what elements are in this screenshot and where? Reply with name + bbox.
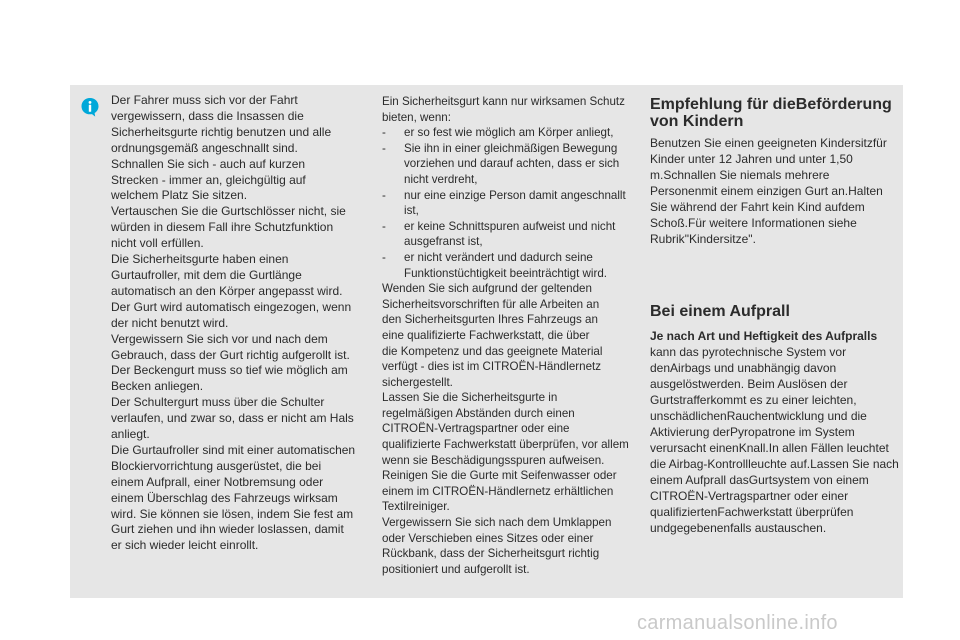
text-line: Lassen Sie nach einem Aufprall das: [650, 457, 899, 487]
list-item: [382, 250, 632, 281]
text-line: den Sicherheitsgurten Ihres Fahrzeugs an: [382, 313, 598, 327]
collision-lead-in: Je nach Art und Heftigkeit des Aufpralls: [650, 329, 878, 343]
text-line: Rückbank, dass der Sicherheitsgurt richtig: [382, 547, 600, 561]
text-line: Der Fahrer muss sich vor der Fahrt: [111, 93, 298, 107]
text-line: mit einem einzigen Gurt an.: [701, 184, 849, 198]
text-line: oder Verschieben eines Sitzes oder einer: [382, 531, 594, 545]
text-line: Textilreiniger.: [382, 500, 450, 514]
text-line: Der Schultergurt muss über die Schulter: [111, 395, 325, 410]
text-line: Funktionstüchtigkeit beeinträchtigt wird.: [404, 266, 607, 280]
text-line: wenn sie Beschädigungsspuren aufweisen.: [382, 453, 605, 467]
child-transport-text: [650, 135, 900, 247]
text-line: Vergewissern Sie sich vor und nach dem: [111, 331, 328, 346]
text-line: die Kompetenz und das geeignete Material: [382, 344, 603, 358]
text-line: Kontrollleuchte auf.: [707, 457, 811, 471]
text-line: Wenden Sie sich aufgrund der geltenden: [382, 282, 592, 296]
text-line: nicht verdreht,: [404, 172, 478, 186]
text-line: er so fest wie möglich am Körper anliegt,: [404, 126, 614, 140]
list-dash: -: [382, 126, 386, 140]
text-line: vergewissern, dass die Insassen die: [111, 108, 304, 123]
text-line: Schnallen Sie sich - auch auf kurzen: [111, 156, 306, 171]
text-line: Die Gurtaufroller sind mit einer automatischen: [111, 442, 356, 457]
text-line: regelmäßigen Abständen durch einen: [382, 406, 575, 420]
text-line: wird. Sie können sie lösen, indem Sie fest am: [111, 506, 354, 521]
text-line: anliegt.: [111, 427, 150, 442]
text-line: einem Überschlag des Fahrzeugs wirksam: [111, 490, 338, 505]
belt-maintenance-text: [382, 281, 632, 577]
text-line: Gurtsystem von einem CITROËN-: [650, 473, 869, 503]
text-line: verfügt - dies ist im CITROËN-Händlernetz: [382, 360, 602, 374]
text-line: welchem Platz Sie sitzen.: [111, 188, 248, 203]
text-line: er sich wieder leicht einrollt.: [111, 538, 259, 553]
text-line: Der Gurt wird automatisch eingezogen, wenn: [111, 299, 352, 314]
text-line: Vertauschen Sie die Gurtschlösser nicht, sie: [111, 204, 346, 219]
text-line: automatisch an den Körper angepasst wird.: [111, 283, 343, 298]
text-line: Airbags und unabhängig davon ausgelöst: [650, 361, 837, 391]
text-line: Empfehlung für die: [650, 96, 796, 113]
text-line: Sie ihn in einer gleichmäßigen Bewegung: [404, 141, 618, 155]
section-title-collision: Bei einem Aufprall: [650, 303, 790, 320]
text-line: ordnungsgemäß angeschnallt sind.: [111, 140, 298, 155]
list-item: [382, 141, 632, 188]
text-line: ausgefranst ist,: [404, 235, 483, 249]
text-line: Gebrauch, dass der Gurt richtig aufgerollt ist.: [111, 347, 350, 362]
text-line: Vergewissern Sie sich nach dem Umklappen: [382, 516, 612, 530]
list-item: [382, 188, 632, 219]
text-line: Gurt ziehen und ihn wieder loslassen, damit: [111, 522, 344, 537]
text-line: Knall.: [738, 441, 769, 455]
text-line: Halten Sie während der Fahrt kein Kind auf: [650, 184, 883, 214]
text-line: nur eine einzige Person damit angeschnallt: [404, 188, 626, 202]
text-line: für Kinder unter 12 Jahren und unter 1,50 m.: [650, 136, 887, 182]
text-line: ist,: [404, 204, 419, 218]
text-line: CITROËN-Vertragspartner oder eine: [382, 422, 570, 436]
text-line: er keine Schnittspuren aufweist und nicht: [404, 219, 616, 233]
list-item: [382, 125, 632, 141]
text-line: Benutzen Sie einen geeigneten Kindersitz: [650, 136, 873, 150]
text-line: dem Schoß.: [650, 200, 865, 230]
text-line: bieten, wenn:: [382, 110, 451, 124]
text-line: kann das pyrotechnische System vor den: [650, 345, 847, 375]
info-icon: [80, 97, 100, 117]
text-line: Strecken - immer an, gleichgültig auf: [111, 172, 306, 187]
text-line: würden in diesem Fall ihre Schutzfunktion: [111, 220, 334, 235]
text-line: Für weitere Informationen siehe Rubrik: [650, 216, 857, 246]
text-line: gegebenenfalls austauschen.: [670, 521, 827, 535]
collision-text: [650, 328, 900, 536]
text-line: Reinigen Sie die Gurte mit Seifenwasser oder: [382, 469, 617, 483]
text-line: Sicherheitsvorschriften für alle Arbeiten an: [382, 297, 600, 311]
watermark: carmanualsonline.info: [637, 612, 838, 634]
text-line: Ein Sicherheitsgurt kann nur wirksamen Schutz: [382, 95, 625, 108]
text-line: Fachwerkstatt überprüfen und: [650, 505, 854, 535]
text-line: vorziehen und darauf achten, dass er sich: [404, 157, 620, 171]
text-line: verlaufen, und zwar so, dass er nicht am Hals: [111, 411, 354, 426]
text-line: Sicherheitsgurte richtig benutzen und alle: [111, 124, 332, 139]
text-line: Becken anliegen.: [111, 379, 204, 394]
text-line: Die Sicherheitsgurte haben einen: [111, 252, 289, 267]
belt-intro-text: [382, 94, 632, 125]
text-line: werden. Beim Auslösen der Gurtstraffer: [650, 377, 848, 407]
text-line: "Kindersitze".: [684, 232, 756, 246]
list-dash: -: [382, 141, 386, 155]
list-dash: -: [382, 188, 386, 202]
driver-belt-info-column: [111, 93, 366, 554]
belt-conditions-list: [382, 125, 632, 281]
text-line: Blockiervorrichtung ausgerüstet, die bei: [111, 458, 322, 473]
text-line: eine qualifizierte Fachwerkstatt, die über: [382, 328, 590, 342]
text-line: Lassen Sie die Sicherheitsgurte in: [382, 391, 558, 405]
text-line: Der Beckengurt muss so tief wie möglich am: [111, 363, 348, 378]
text-line: qualifizierte Fachwerkstatt überprüfen, vor allem: [382, 438, 629, 452]
text-line: Vertragspartner oder einer qualifizierten: [650, 489, 849, 519]
text-line: Gurtaufroller, mit dem die Gurtlänge: [111, 267, 302, 282]
belt-requirements-column: [382, 94, 632, 577]
text-line: Pyropatrone im System verursacht einen: [650, 425, 855, 455]
text-line: nicht voll erfüllen.: [111, 236, 204, 251]
text-line: einem im CITROËN-Händlernetz erhältlichen: [382, 484, 614, 498]
text-line: In allen Fällen leuchtet die Airbag-: [650, 441, 889, 471]
text-line: einem Aufprall, einer Notbremsung oder: [111, 474, 324, 489]
text-line: Rauchentwicklung und die Aktivierung der: [650, 409, 867, 439]
text-line: Schnallen Sie niemals mehrere Personen: [650, 168, 830, 198]
section-title-child-transport: [650, 96, 900, 130]
text-line: der nicht benutzt wird.: [111, 315, 229, 330]
text-line: sichergestellt.: [382, 375, 453, 389]
text-line: positioniert und aufgerollt ist.: [382, 562, 530, 576]
list-dash: -: [382, 219, 386, 233]
text-line: er nicht verändert und dadurch seine: [404, 250, 593, 264]
list-dash: -: [382, 250, 386, 264]
text-line: kommt es zu einer leichten, unschädlichen: [650, 393, 857, 423]
text-line: Beförderung von Kindern: [650, 96, 892, 130]
list-item: [382, 219, 632, 250]
